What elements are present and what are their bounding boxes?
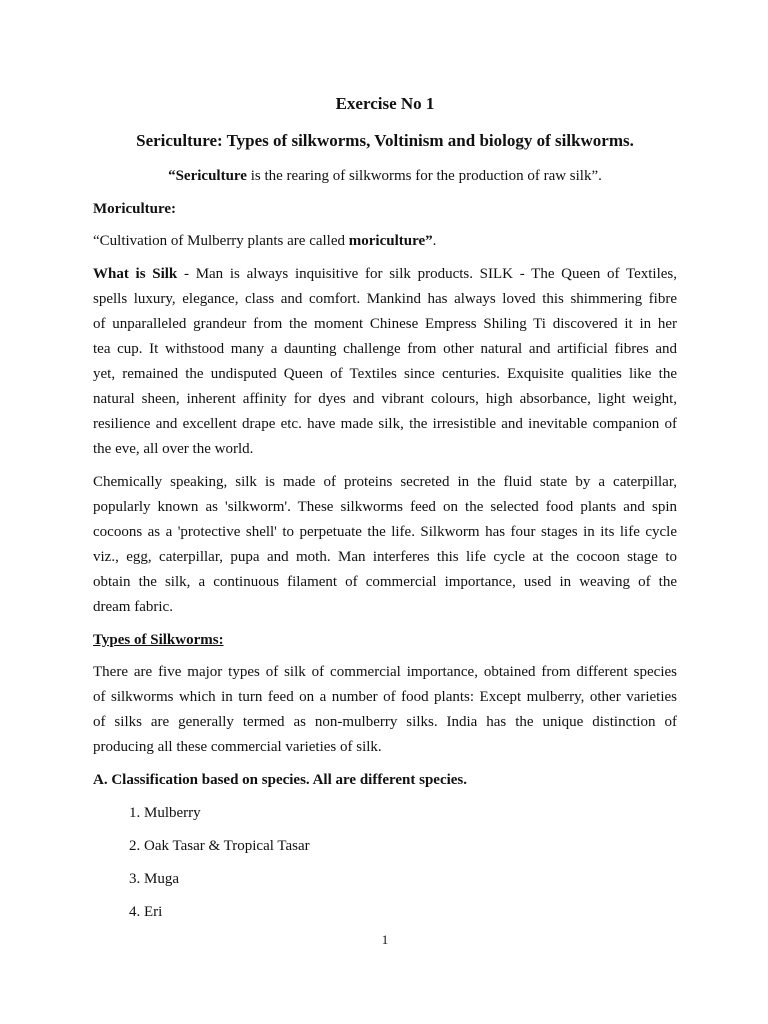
paragraph-line: of silks are generally termed as non-mulberry silks. India has the unique distinction of xyxy=(93,714,677,730)
paragraph-line: obtain the silk, a continuous filament of commercial importance, used in weaving of the xyxy=(93,574,677,590)
paragraph-line: tea cup. It withstood many a daunting challenge from other natural and artificial fibres and xyxy=(93,341,677,357)
page-number: 1 xyxy=(381,932,389,947)
paragraph-line: resilience and excellent drape etc. have made silk, the irresistible and inevitable companion of xyxy=(93,416,677,432)
classification-heading: A. Classification based on species. All are different species. xyxy=(93,772,468,788)
document-page xyxy=(93,0,677,1024)
page-title: Exercise No 1 xyxy=(335,94,435,113)
paragraph-line: cocoons as a 'protective shell' to perpetuate the life. Silkworm has four stages in its life cycle xyxy=(93,524,677,540)
types-paragraph xyxy=(93,660,677,760)
definition-term: Sericulture xyxy=(175,168,247,184)
list-item: 2. Oak Tasar & Tropical Tasar xyxy=(129,838,310,854)
paragraph-line: Chemically speaking, silk is made of proteins secreted in the fluid state by a caterpillar, xyxy=(93,474,677,490)
paragraph-line: What is Silk - Man is always inquisitive for silk products. SILK - The Queen of Textiles, xyxy=(93,266,677,282)
paragraph-line: spells luxury, elegance, class and comfort. Mankind has always loved this shimmering fibre xyxy=(93,291,677,307)
paragraph-line: the eve, all over the world. xyxy=(93,441,254,457)
moriculture-definition xyxy=(93,233,677,250)
paragraph-line: of unparalleled grandeur from the moment Chinese Empress Shiling Ti discovered it in her xyxy=(93,316,677,332)
definition-text: is the rearing of silkworms for the production of raw silk”. xyxy=(246,168,602,184)
paragraph-line: popularly known as 'silkworm'. These silkworms feed on the selected food plants and spin xyxy=(93,499,677,515)
paragraph-line: dream fabric. xyxy=(93,599,173,615)
moriculture-text-close: . xyxy=(432,233,437,249)
what-is-silk-paragraph xyxy=(93,262,677,462)
paragraph-line: viz., egg, caterpillar, pupa and moth. Man interferes this life cycle at the cocoon stage to xyxy=(93,549,677,565)
types-heading: Types of Silkworms: xyxy=(93,632,224,648)
paragraph-line: of silkworms which in turn feed on a number of food plants: Except mulberry, other varieties xyxy=(93,689,677,705)
moriculture-heading: Moriculture: xyxy=(93,201,177,217)
list-item: 1. Mulberry xyxy=(129,805,201,821)
paragraph-line: yet, remained the undisputed Queen of Textiles since centuries. Exquisite qualities like the xyxy=(93,366,677,382)
chemically-paragraph xyxy=(93,470,677,620)
paragraph-line: producing all these commercial varieties of silk. xyxy=(93,739,382,755)
paragraph-line: natural sheen, inherent affinity for dyes and vibrant colours, high absorbance, light weight, xyxy=(93,391,677,407)
list-item: 4. Eri xyxy=(129,904,163,920)
list-item: 3. Muga xyxy=(129,871,179,887)
paragraph-line: There are five major types of silk of commercial importance, obtained from different species xyxy=(93,664,677,680)
page-subtitle: Sericulture: Types of silkworms, Voltinism and biology of silkworms. xyxy=(136,131,634,150)
what-is-silk-lead: What is Silk xyxy=(93,266,178,282)
moriculture-term: moriculture” xyxy=(348,233,433,249)
moriculture-text-open: “Cultivation of Mulberry plants are called xyxy=(93,233,349,249)
sericulture-definition xyxy=(93,168,677,185)
definition-open-quote: “ xyxy=(168,168,176,184)
